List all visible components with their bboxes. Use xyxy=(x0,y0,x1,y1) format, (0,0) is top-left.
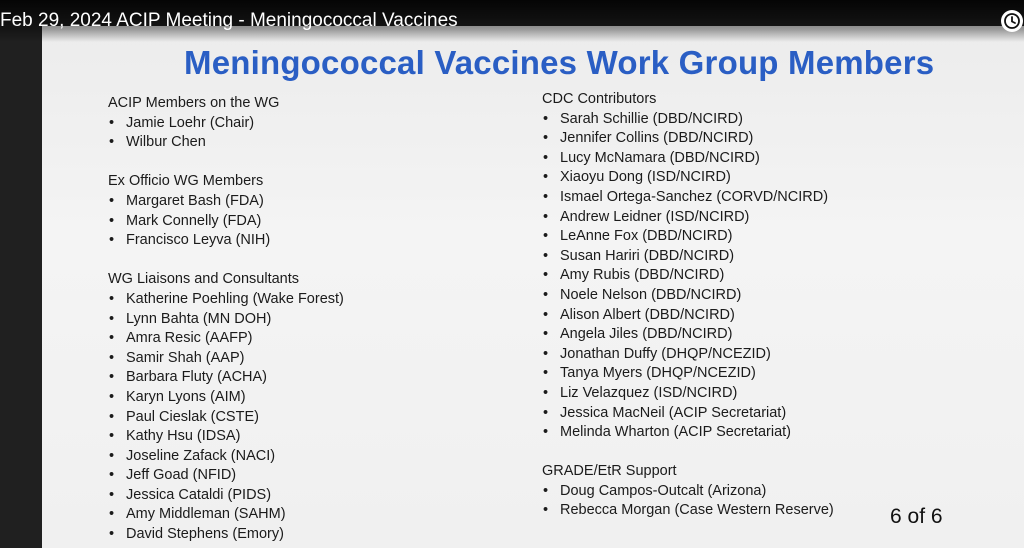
member-list xyxy=(542,110,962,443)
member-item: • Mark Connelly (FDA) xyxy=(108,212,528,232)
member-item: • Tanya Myers (DHQP/NCEZID) xyxy=(542,364,962,384)
presentation-slide xyxy=(42,26,1024,548)
member-item: • Alison Albert (DBD/NCIRD) xyxy=(542,306,962,326)
member-item: • Katherine Poehling (Wake Forest) xyxy=(108,290,528,310)
page-indicator: 6 of 6 xyxy=(890,505,943,528)
member-item: • Francisco Leyva (NIH) xyxy=(108,231,528,251)
member-item: • Jonathan Duffy (DHQP/NCEZID) xyxy=(542,345,962,365)
member-item: • Amra Resic (AAFP) xyxy=(108,329,528,349)
group-heading: Ex Officio WG Members xyxy=(108,173,264,190)
left-column xyxy=(108,94,528,545)
member-item: • Sarah Schillie (DBD/NCIRD) xyxy=(542,110,962,130)
member-list xyxy=(108,192,528,251)
member-item: • Jennifer Collins (DBD/NCIRD) xyxy=(542,129,962,149)
group-heading: CDC Contributors xyxy=(542,91,657,107)
member-item: • Jamie Loehr (Chair) xyxy=(108,114,528,134)
watch-later-button[interactable] xyxy=(1001,10,1023,32)
member-item: • Rebecca Morgan (Case Western Reserve) xyxy=(542,501,962,521)
video-title-bar xyxy=(0,0,1024,42)
group-heading: WG Liaisons and Consultants xyxy=(108,271,300,288)
member-item: • Noele Nelson (DBD/NCIRD) xyxy=(542,286,962,306)
member-item: • Amy Rubis (DBD/NCIRD) xyxy=(542,266,962,286)
member-list xyxy=(108,114,528,153)
member-item: • Samir Shah (AAP) xyxy=(108,349,528,369)
slide-title: Meningococcal Vaccines Work Group Members xyxy=(184,44,935,81)
member-item: • LeAnne Fox (DBD/NCIRD) xyxy=(542,227,962,247)
member-item: • Wilbur Chen xyxy=(108,133,528,153)
member-item: • Jeff Goad (NFID) xyxy=(108,466,528,486)
member-item: • Amy Middleman (SAHM) xyxy=(108,505,528,525)
group-ex-officio xyxy=(108,172,528,250)
member-item: • Melinda Wharton (ACIP Secretariat) xyxy=(542,423,962,443)
member-item: • Jessica MacNeil (ACIP Secretariat) xyxy=(542,404,962,424)
member-item: • Paul Cieslak (CSTE) xyxy=(108,408,528,428)
member-item: • Doug Campos-Outcalt (Arizona) xyxy=(542,482,962,502)
right-column xyxy=(542,90,962,521)
member-item: • Liz Velazquez (ISD/NCIRD) xyxy=(542,384,962,404)
member-item: • Lucy McNamara (DBD/NCIRD) xyxy=(542,149,962,169)
member-item: • Kathy Hsu (IDSA) xyxy=(108,427,528,447)
group-cdc-contributors xyxy=(542,90,962,443)
group-heading: ACIP Members on the WG xyxy=(108,95,280,111)
member-list xyxy=(108,290,528,545)
member-item: • Joseline Zafack (NACI) xyxy=(108,447,528,467)
member-item: • David Stephens (Emory) xyxy=(108,525,528,545)
member-item: • Angela Jiles (DBD/NCIRD) xyxy=(542,325,962,345)
group-heading: GRADE/EtR Support xyxy=(542,463,677,480)
member-item: • Andrew Leidner (ISD/NCIRD) xyxy=(542,208,962,228)
member-item: • Ismael Ortega-Sanchez (CORVD/NCIRD) xyxy=(542,188,962,208)
member-item: • Xiaoyu Dong (ISD/NCIRD) xyxy=(542,168,962,188)
member-item: • Lynn Bahta (MN DOH) xyxy=(108,310,528,330)
member-item: • Karyn Lyons (AIM) xyxy=(108,388,528,408)
member-item: • Barbara Fluty (ACHA) xyxy=(108,368,528,388)
video-title[interactable]: Feb 29, 2024 ACIP Meeting - Meningococcal Vaccines xyxy=(0,10,458,31)
group-liaisons xyxy=(108,270,528,544)
member-item: • Jessica Cataldi (PIDS) xyxy=(108,486,528,506)
member-item: • Margaret Bash (FDA) xyxy=(108,192,528,212)
member-item: • Susan Hariri (DBD/NCIRD) xyxy=(542,247,962,267)
clock-icon xyxy=(1001,10,1023,32)
group-acip-members xyxy=(108,94,528,153)
